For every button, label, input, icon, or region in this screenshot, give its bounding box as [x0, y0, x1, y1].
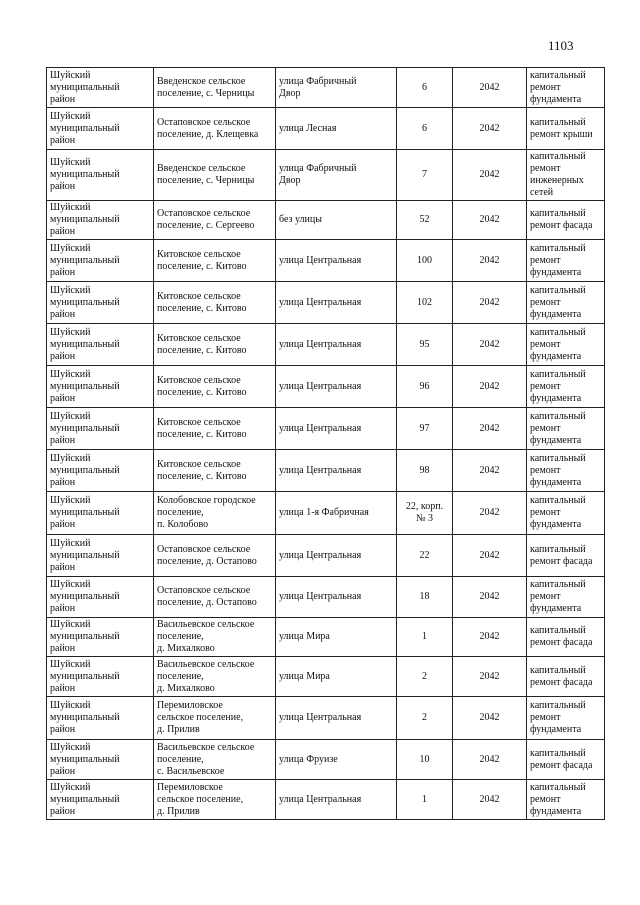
work-type-cell: капитальный ремонт фундамента [527, 366, 605, 408]
planned-year-cell: 2042 [453, 150, 527, 201]
planned-year-cell: 2042 [453, 780, 527, 820]
street-cell: улица Центральная [276, 780, 397, 820]
planned-year-cell: 2042 [453, 697, 527, 740]
page-number: 1103 [548, 38, 574, 53]
house-number-cell: 18 [397, 577, 453, 618]
table-body [47, 68, 605, 820]
work-type-cell: капитальный ремонт фасада [527, 201, 605, 240]
house-number-cell: 1 [397, 618, 453, 657]
house-number-cell: 22, корп. № 3 [397, 492, 453, 535]
street-cell: улица Центральная [276, 324, 397, 366]
table-row [47, 150, 605, 201]
district-cell: Шуйский муниципальный район [47, 780, 154, 820]
settlement-cell: Колобовское городское поселение, п. Колобово [154, 492, 276, 535]
work-type-cell: капитальный ремонт крыши [527, 108, 605, 150]
settlement-cell: Китовское сельское поселение, с. Китово [154, 240, 276, 282]
house-number-cell: 98 [397, 450, 453, 492]
table-row [47, 366, 605, 408]
street-cell: улица Центральная [276, 535, 397, 577]
house-number-cell: 1 [397, 780, 453, 820]
planned-year-cell: 2042 [453, 201, 527, 240]
street-cell: улица Центральная [276, 697, 397, 740]
settlement-cell: Васильевское сельское поселение, д. Михалково [154, 618, 276, 657]
table-row [47, 697, 605, 740]
table-row [47, 408, 605, 450]
settlement-cell: Остаповское сельское поселение, с. Сергеево [154, 201, 276, 240]
house-number-cell: 2 [397, 697, 453, 740]
work-type-cell: капитальный ремонт фасада [527, 740, 605, 780]
planned-year-cell: 2042 [453, 324, 527, 366]
table-row [47, 618, 605, 657]
street-cell: без улицы [276, 201, 397, 240]
table-row [47, 324, 605, 366]
settlement-cell: Васильевское сельское поселение, д. Михалково [154, 657, 276, 697]
district-cell: Шуйский муниципальный район [47, 657, 154, 697]
planned-year-cell: 2042 [453, 492, 527, 535]
table-row [47, 780, 605, 820]
street-cell: улица Центральная [276, 577, 397, 618]
district-cell: Шуйский муниципальный район [47, 740, 154, 780]
planned-year-cell: 2042 [453, 408, 527, 450]
planned-year-cell: 2042 [453, 577, 527, 618]
house-number-cell: 6 [397, 68, 453, 108]
district-cell: Шуйский муниципальный район [47, 201, 154, 240]
settlement-cell: Остаповское сельское поселение, д. Остапово [154, 577, 276, 618]
street-cell: улица Лесная [276, 108, 397, 150]
table-row [47, 535, 605, 577]
district-cell: Шуйский муниципальный район [47, 240, 154, 282]
planned-year-cell: 2042 [453, 657, 527, 697]
street-cell: улица Фабричный Двор [276, 150, 397, 201]
district-cell: Шуйский муниципальный район [47, 408, 154, 450]
district-cell: Шуйский муниципальный район [47, 492, 154, 535]
table-row [47, 577, 605, 618]
house-number-cell: 96 [397, 366, 453, 408]
work-type-cell: капитальный ремонт фундамента [527, 68, 605, 108]
district-cell: Шуйский муниципальный район [47, 697, 154, 740]
settlement-cell: Введенское сельское поселение, с. Черницы [154, 150, 276, 201]
table-row [47, 282, 605, 324]
work-type-cell: капитальный ремонт инженерных сетей [527, 150, 605, 201]
district-cell: Шуйский муниципальный район [47, 618, 154, 657]
district-cell: Шуйский муниципальный район [47, 150, 154, 201]
street-cell: улица Центральная [276, 282, 397, 324]
district-cell: Шуйский муниципальный район [47, 577, 154, 618]
work-type-cell: капитальный ремонт фасада [527, 535, 605, 577]
house-number-cell: 7 [397, 150, 453, 201]
house-number-cell: 95 [397, 324, 453, 366]
street-cell: улица 1-я Фабричная [276, 492, 397, 535]
settlement-cell: Китовское сельское поселение, с. Китово [154, 408, 276, 450]
district-cell: Шуйский муниципальный район [47, 535, 154, 577]
district-cell: Шуйский муниципальный район [47, 282, 154, 324]
settlement-cell: Введенское сельское поселение, с. Черницы [154, 68, 276, 108]
settlement-cell: Китовское сельское поселение, с. Китово [154, 282, 276, 324]
house-number-cell: 10 [397, 740, 453, 780]
settlement-cell: Остаповское сельское поселение, д. Клещевка [154, 108, 276, 150]
house-number-cell: 100 [397, 240, 453, 282]
table-row [47, 450, 605, 492]
work-type-cell: капитальный ремонт фундамента [527, 492, 605, 535]
street-cell: улица Мира [276, 618, 397, 657]
district-cell: Шуйский муниципальный район [47, 324, 154, 366]
street-cell: улица Мира [276, 657, 397, 697]
work-type-cell: капитальный ремонт фундамента [527, 577, 605, 618]
planned-year-cell: 2042 [453, 450, 527, 492]
table-row [47, 740, 605, 780]
street-cell: улица Центральная [276, 408, 397, 450]
house-number-cell: 102 [397, 282, 453, 324]
planned-year-cell: 2042 [453, 68, 527, 108]
work-type-cell: капитальный ремонт фундамента [527, 324, 605, 366]
district-cell: Шуйский муниципальный район [47, 450, 154, 492]
work-type-cell: капитальный ремонт фасада [527, 618, 605, 657]
settlement-cell: Китовское сельское поселение, с. Китово [154, 324, 276, 366]
district-cell: Шуйский муниципальный район [47, 366, 154, 408]
table-row [47, 492, 605, 535]
street-cell: улица Фабричный Двор [276, 68, 397, 108]
street-cell: улица Центральная [276, 366, 397, 408]
planned-year-cell: 2042 [453, 535, 527, 577]
house-number-cell: 22 [397, 535, 453, 577]
work-type-cell: капитальный ремонт фундамента [527, 408, 605, 450]
house-number-cell: 2 [397, 657, 453, 697]
work-type-cell: капитальный ремонт фундамента [527, 282, 605, 324]
repair-schedule-table [46, 67, 605, 820]
work-type-cell: капитальный ремонт фундамента [527, 450, 605, 492]
planned-year-cell: 2042 [453, 282, 527, 324]
planned-year-cell: 2042 [453, 618, 527, 657]
house-number-cell: 52 [397, 201, 453, 240]
settlement-cell: Китовское сельское поселение, с. Китово [154, 450, 276, 492]
settlement-cell: Васильевское сельское поселение, с. Васильевское [154, 740, 276, 780]
street-cell: улица Фруизе [276, 740, 397, 780]
district-cell: Шуйский муниципальный район [47, 68, 154, 108]
district-cell: Шуйский муниципальный район [47, 108, 154, 150]
house-number-cell: 97 [397, 408, 453, 450]
planned-year-cell: 2042 [453, 366, 527, 408]
planned-year-cell: 2042 [453, 108, 527, 150]
settlement-cell: Перемиловское сельское поселение, д. Прилив [154, 780, 276, 820]
table-row [47, 108, 605, 150]
settlement-cell: Перемиловское сельское поселение, д. Прилив [154, 697, 276, 740]
work-type-cell: капитальный ремонт фундамента [527, 780, 605, 820]
work-type-cell: капитальный ремонт фундамента [527, 240, 605, 282]
settlement-cell: Китовское сельское поселение, с. Китово [154, 366, 276, 408]
table-row [47, 657, 605, 697]
table-row [47, 68, 605, 108]
work-type-cell: капитальный ремонт фасада [527, 657, 605, 697]
table-row [47, 240, 605, 282]
street-cell: улица Центральная [276, 240, 397, 282]
street-cell: улица Центральная [276, 450, 397, 492]
planned-year-cell: 2042 [453, 740, 527, 780]
work-type-cell: капитальный ремонт фундамента [527, 697, 605, 740]
settlement-cell: Остаповское сельское поселение, д. Остапово [154, 535, 276, 577]
planned-year-cell: 2042 [453, 240, 527, 282]
table-row [47, 201, 605, 240]
house-number-cell: 6 [397, 108, 453, 150]
